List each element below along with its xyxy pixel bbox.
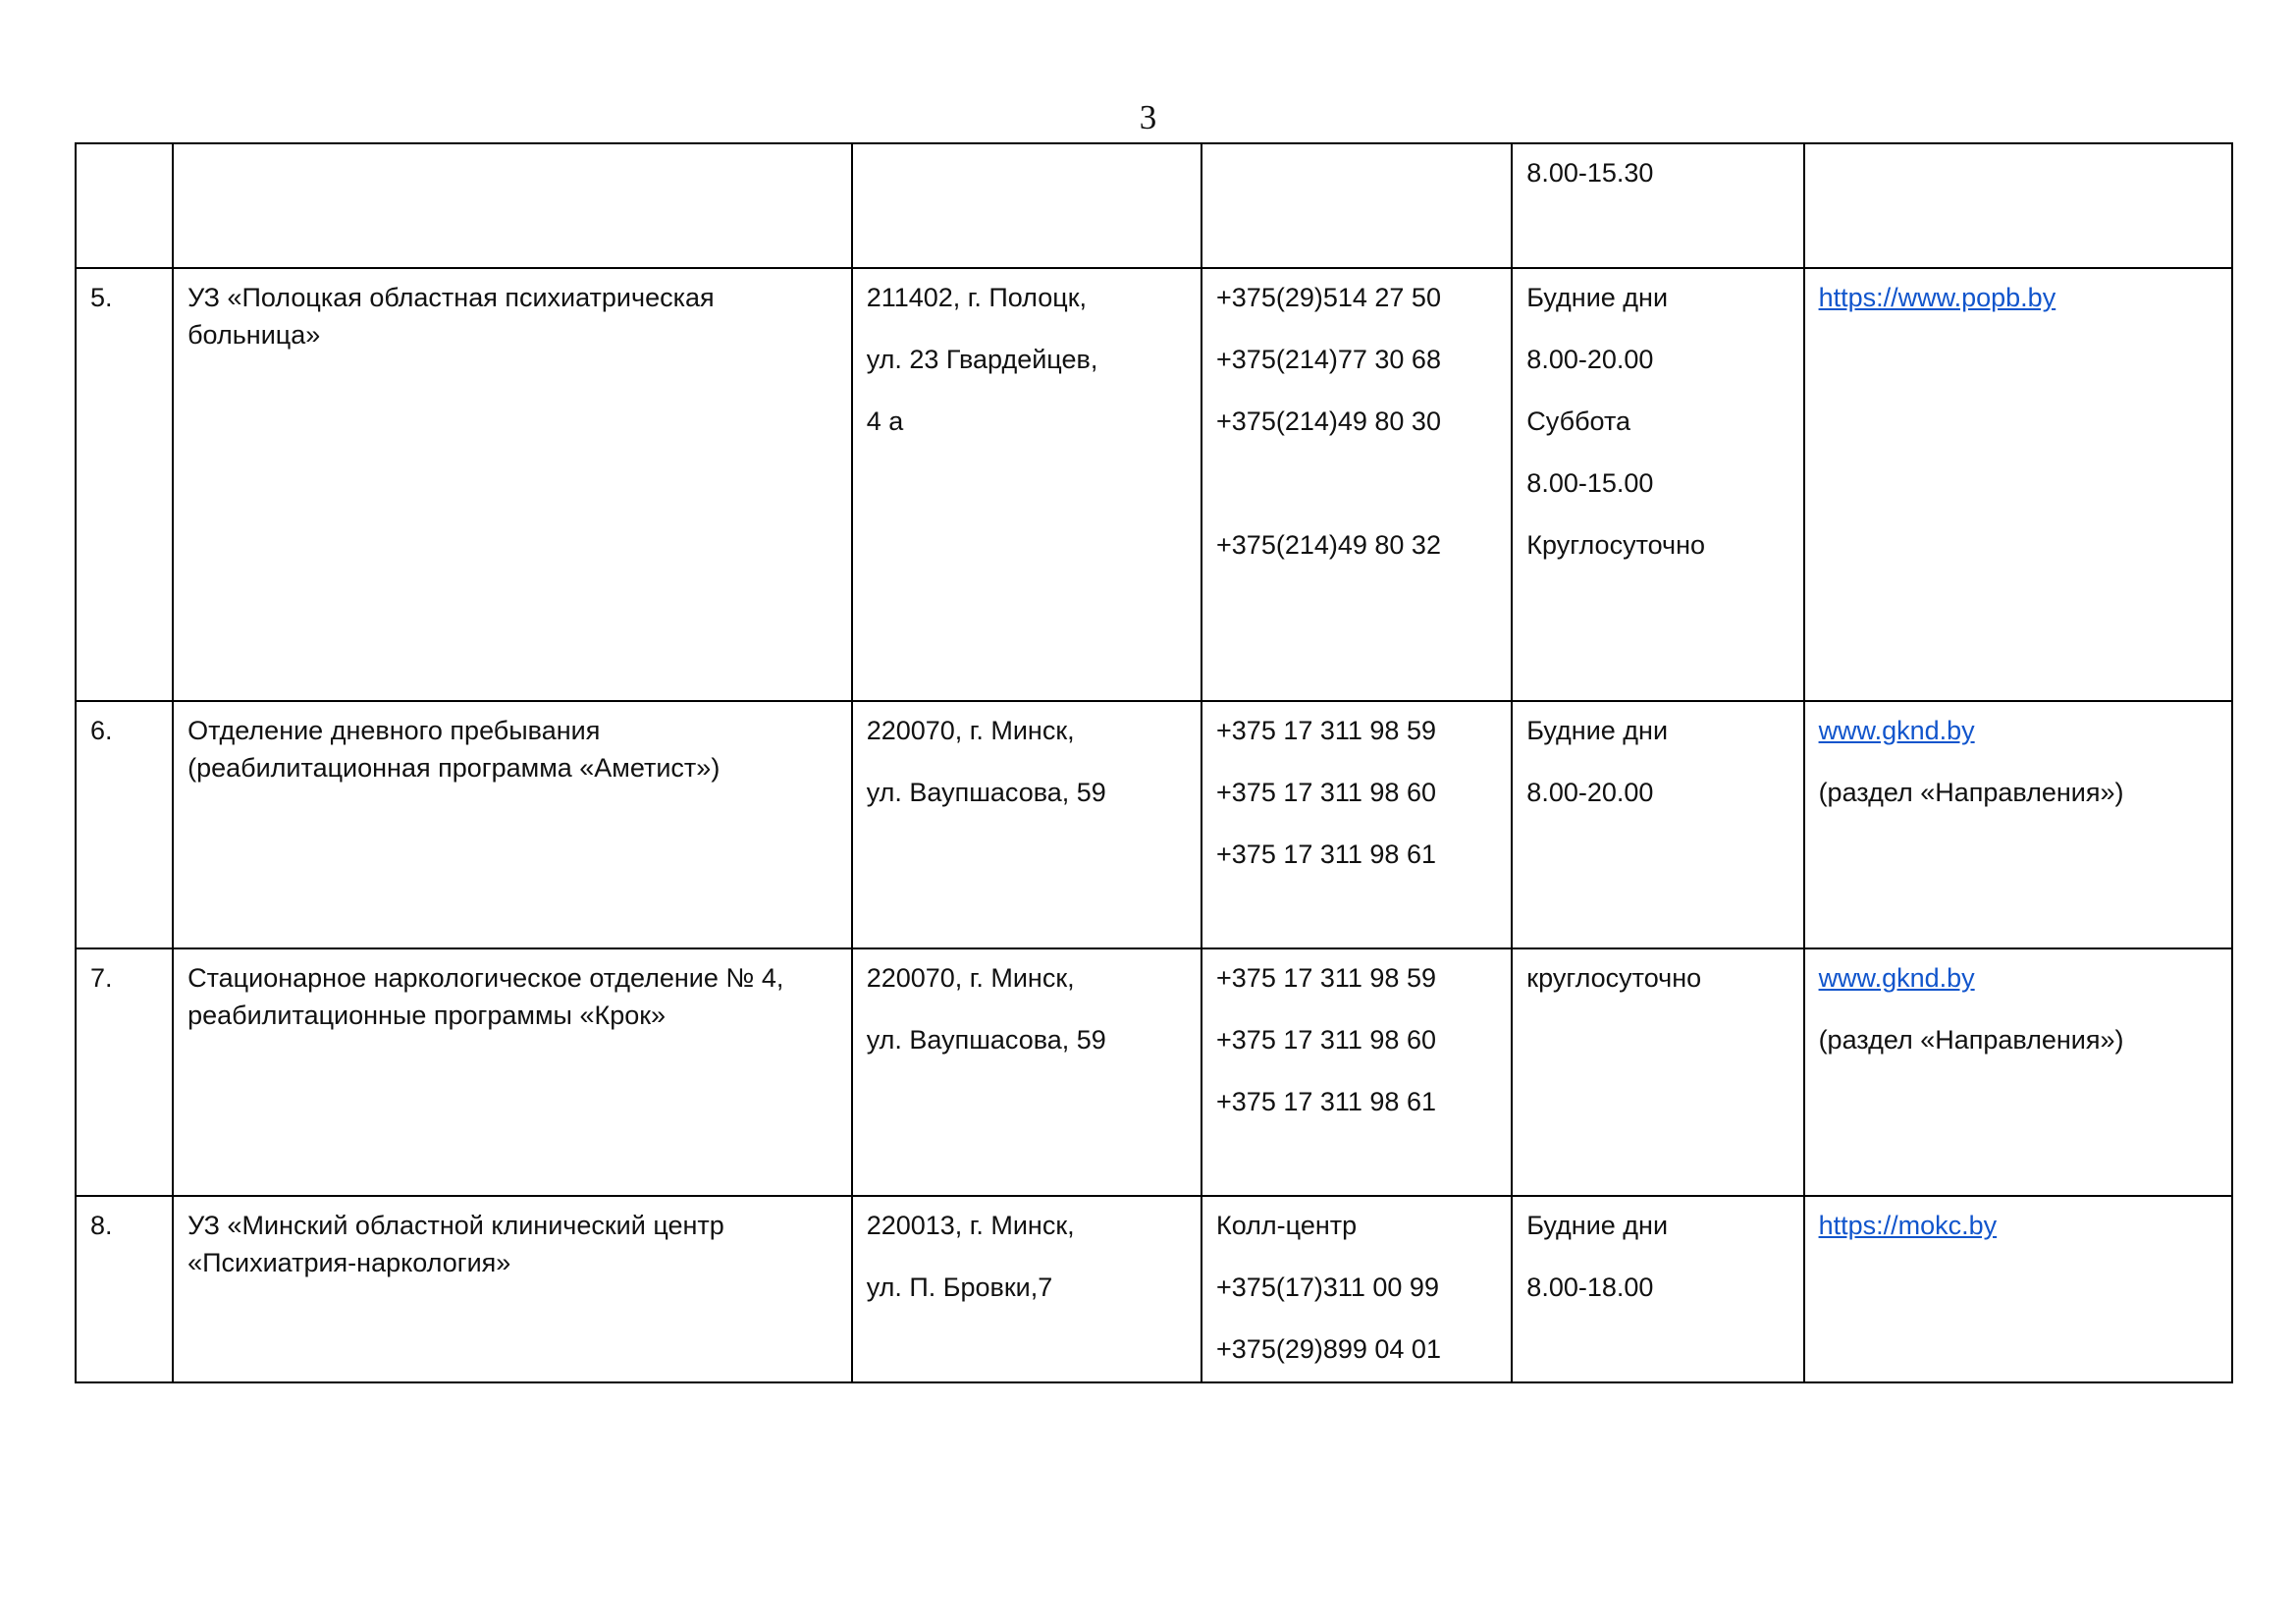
facility-name-cell <box>173 143 852 268</box>
phone-line: Колл-центр <box>1216 1211 1358 1240</box>
row-number-cell <box>76 948 173 1196</box>
hours-line: 8.00-20.00 <box>1526 345 1654 374</box>
phone-line: +375 17 311 98 59 <box>1216 963 1436 993</box>
hours-line: Суббота <box>1526 406 1631 436</box>
address-line: ул. Ваупшасова, 59 <box>866 778 1106 807</box>
hours-line: 8.00-18.00 <box>1526 1272 1654 1302</box>
hours-line: Будние дни <box>1526 716 1669 745</box>
phone-line: +375(29)899 04 01 <box>1216 1334 1441 1364</box>
website-link[interactable]: www.gknd.by <box>1818 716 1975 745</box>
hours-line: Будние дни <box>1526 283 1669 312</box>
address-line: 211402, г. Полоцк, <box>866 283 1088 312</box>
website-note: (раздел «Направления») <box>1818 778 2124 807</box>
address-line: ул. П. Бровки,7 <box>866 1272 1053 1302</box>
website-link[interactable]: https://www.popb.by <box>1818 283 2056 312</box>
row-number: 5. <box>90 283 113 312</box>
address-line: 4 а <box>866 406 904 436</box>
table-row <box>76 143 2232 268</box>
phone-line: +375 17 311 98 61 <box>1216 1087 1436 1116</box>
facility-name: УЗ «Минский областной клинический центр «Психиатрия-наркология» <box>187 1211 724 1277</box>
phone-line: +375(214)49 80 30 <box>1216 406 1441 436</box>
address-cell <box>852 1196 1201 1382</box>
hours-cell <box>1512 268 1803 701</box>
row-number-cell <box>76 143 173 268</box>
facility-name: Отделение дневного пребывания (реабилитационная программа «Аметист») <box>187 716 721 783</box>
row-number: 6. <box>90 716 113 745</box>
facility-name: УЗ «Полоцкая областная психиатрическая больница» <box>187 283 715 350</box>
row-number: 8. <box>90 1211 113 1240</box>
hours-cell <box>1512 143 1803 268</box>
facilities-table <box>75 142 2233 1383</box>
facility-name-cell <box>173 948 852 1196</box>
facility-name-cell <box>173 1196 852 1382</box>
phone-line: +375 17 311 98 60 <box>1216 778 1436 807</box>
address-line: 220070, г. Минск, <box>866 963 1075 993</box>
phone-line: +375 17 311 98 60 <box>1216 1025 1436 1055</box>
phone-line: +375(214)77 30 68 <box>1216 345 1441 374</box>
facility-name-cell <box>173 268 852 701</box>
facility-name: Стационарное наркологическое отделение № 4, реабилитационные программы «Крок» <box>187 963 784 1030</box>
row-number-cell <box>76 268 173 701</box>
address-line: 220070, г. Минск, <box>866 716 1075 745</box>
phone-line: +375(29)514 27 50 <box>1216 283 1441 312</box>
row-number: 7. <box>90 963 113 993</box>
hours-line: Круглосуточно <box>1526 530 1706 560</box>
website-link[interactable]: https://mokc.by <box>1818 1211 1998 1240</box>
address-cell <box>852 948 1201 1196</box>
table-row <box>76 268 2232 701</box>
hours-line: круглосуточно <box>1526 963 1702 993</box>
hours-cell <box>1512 701 1803 948</box>
address-line: ул. 23 Гвардейцев, <box>866 345 1098 374</box>
website-cell <box>1804 1196 2232 1382</box>
phone-line: +375 17 311 98 61 <box>1216 839 1436 869</box>
phones-cell <box>1201 143 1512 268</box>
phones-cell <box>1201 948 1512 1196</box>
table-row <box>76 701 2232 948</box>
table-row <box>76 1196 2232 1382</box>
hours-line: 8.00-15.00 <box>1526 468 1654 498</box>
phones-cell <box>1201 268 1512 701</box>
hours-line: 8.00-15.30 <box>1526 158 1654 188</box>
facilities-table-body <box>76 143 2232 1382</box>
page-number: 3 <box>1139 98 1157 136</box>
phone-line <box>1216 464 1497 502</box>
address-cell <box>852 701 1201 948</box>
address-cell <box>852 143 1201 268</box>
phone-line: +375(214)49 80 32 <box>1216 530 1441 560</box>
hours-cell <box>1512 1196 1803 1382</box>
address-line: 220013, г. Минск, <box>866 1211 1075 1240</box>
table-row <box>76 948 2232 1196</box>
row-number-cell <box>76 1196 173 1382</box>
phone-line: +375(17)311 00 99 <box>1216 1272 1439 1302</box>
phones-cell <box>1201 701 1512 948</box>
address-line: ул. Ваупшасова, 59 <box>866 1025 1106 1055</box>
phone-line: +375 17 311 98 59 <box>1216 716 1436 745</box>
hours-cell <box>1512 948 1803 1196</box>
phones-cell <box>1201 1196 1512 1382</box>
website-cell <box>1804 701 2232 948</box>
address-cell <box>852 268 1201 701</box>
website-note: (раздел «Направления») <box>1818 1025 2124 1055</box>
row-number-cell <box>76 701 173 948</box>
website-cell <box>1804 948 2232 1196</box>
website-link[interactable]: www.gknd.by <box>1818 963 1975 993</box>
facility-name-cell <box>173 701 852 948</box>
hours-line: Будние дни <box>1526 1211 1669 1240</box>
hours-line: 8.00-20.00 <box>1526 778 1654 807</box>
website-cell <box>1804 143 2232 268</box>
website-cell <box>1804 268 2232 701</box>
